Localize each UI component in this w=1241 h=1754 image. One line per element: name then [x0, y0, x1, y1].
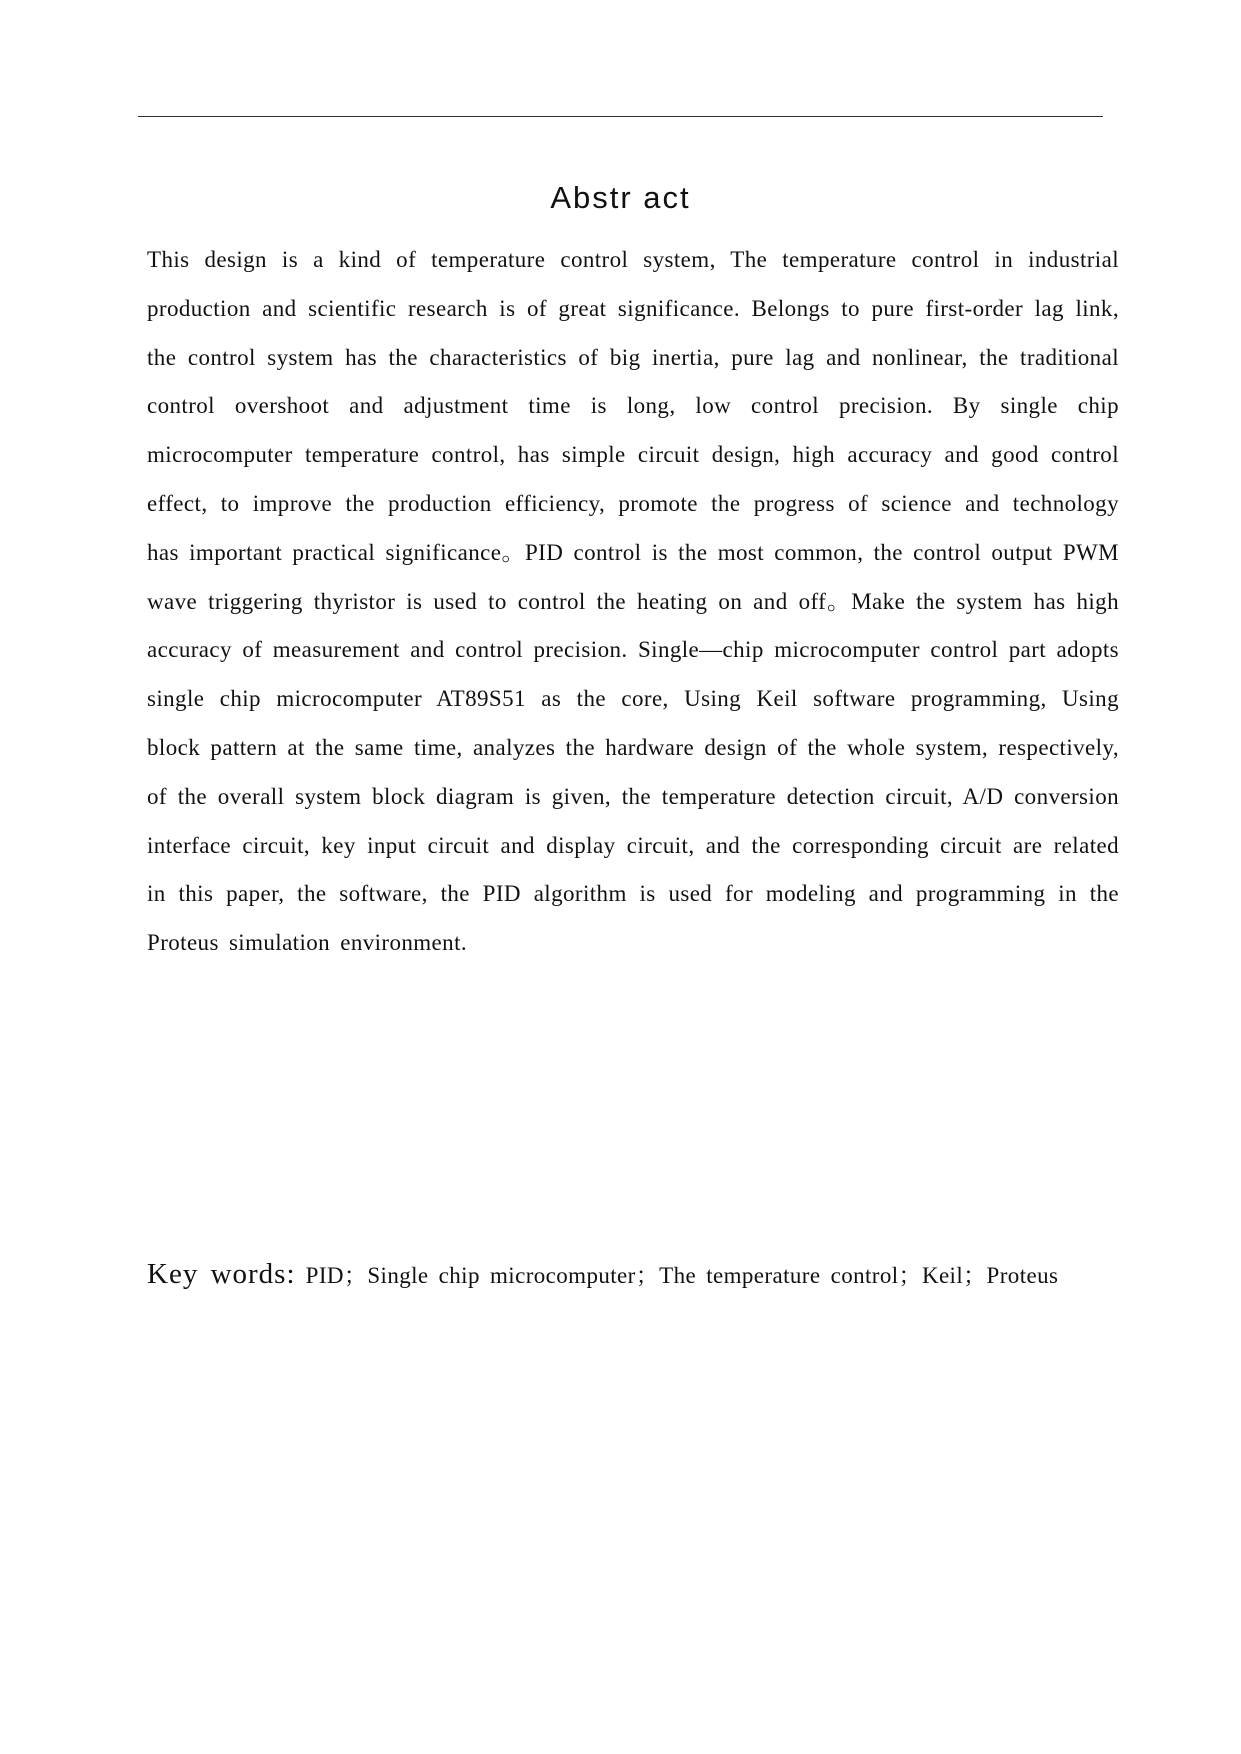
abstract-body: This design is a kind of temperature control system, The temperature control in industrial production and scientific research is of great significance. Belongs to pure first-order lag link, the control system has the characteristics of big inertia, pure lag and nonlinear, the traditional control overshoot and adjustment time is long, low control precision. By single chip microcomputer temperature control, has simple circuit design, high accuracy and good control effect, to improve the production efficiency, promote the progress of science and technology has important practical significance。PID control is the most common, the control output PWM wave triggering thyristor is used to control the heating on and off。Make the system has high accuracy of measurement and control precision. Single—chip microcomputer control part adopts single chip microcomputer AT89S51 as the core, Using Keil software programming, Using block pattern at the same time, analyzes the hardware design of the whole system, respectively, of the overall system block diagram is given, the temperature detection circuit, A/D conversion interface circuit, key input circuit and display circuit, and the corresponding circuit are related in this paper, the software, the PID algorithm is used for modeling and programming in the Proteus simulation environment.: [147, 247, 1119, 956]
keywords-label: Key words:: [147, 1258, 296, 1290]
keywords-paragraph: [147, 1250, 1119, 1301]
header-rule: [138, 116, 1103, 117]
abstract-title: Abstr act: [550, 180, 691, 215]
keywords-list: PID；Single chip microcomputer；The temperature control；Keil；Proteus: [305, 1263, 1059, 1288]
